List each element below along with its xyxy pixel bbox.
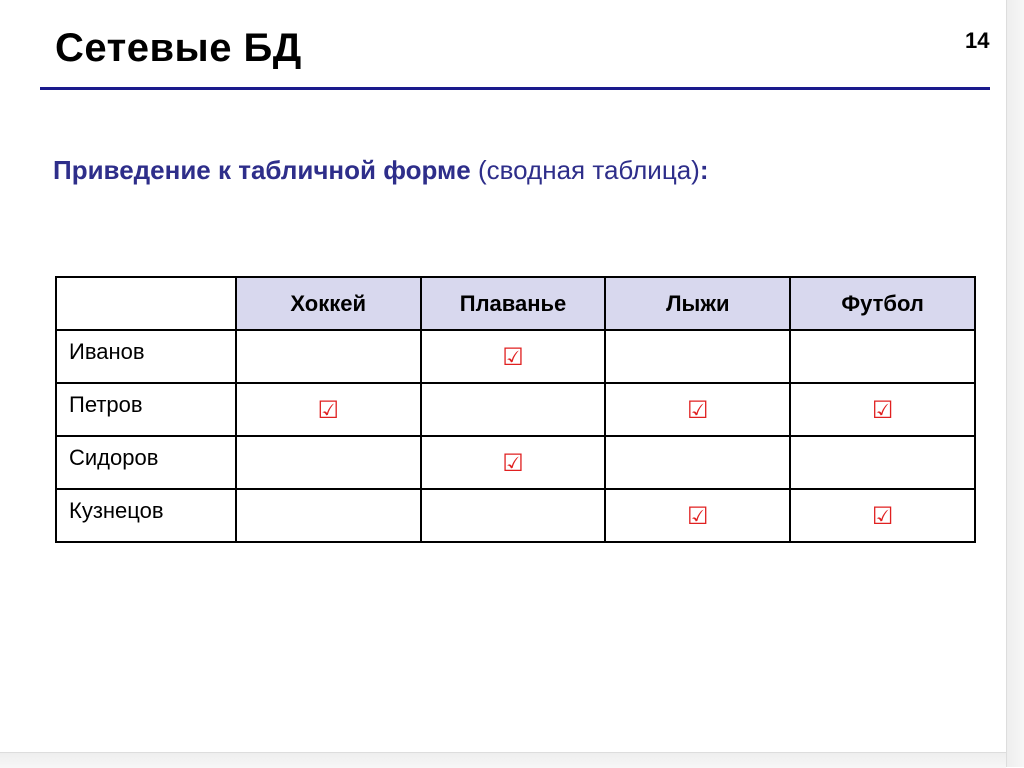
table-cell [605,436,790,489]
table-header-row [56,277,975,330]
checkbox-checked-icon: ☑ [871,395,894,424]
table-cell [421,436,606,489]
row-name: Кузнецов [56,489,236,542]
checkbox-checked-icon: ☑ [502,448,524,477]
title-rule [40,87,990,90]
table-cell [236,436,421,489]
table-row [56,436,975,489]
slide-number: 14 [965,28,990,53]
checkbox-checked-icon: ☑ [317,395,339,424]
pivot-table [55,276,976,543]
checkbox-checked-icon: ☑ [871,501,894,530]
table-cell [790,489,975,542]
slide-title: Сетевые БД [55,26,302,70]
table-cell [421,330,606,383]
column-header: Лыжи [605,277,790,330]
slide-frame-bottom [0,752,1006,768]
table-cell [236,489,421,542]
table-row [56,383,975,436]
column-header: Хоккей [236,277,421,330]
table-cell [236,330,421,383]
table-corner-cell [56,277,236,330]
row-name: Сидоров [56,436,236,489]
table-cell [790,330,975,383]
table-cell [790,436,975,489]
subtitle [53,155,709,186]
checkbox-checked-icon: ☑ [687,395,709,424]
table-cell [236,383,421,436]
column-header: Футбол [790,277,975,330]
column-header: Плаванье [421,277,606,330]
slide-frame-right [1006,0,1024,767]
table-cell [421,383,606,436]
subtitle-bold: Приведение к табличной форме [53,155,471,185]
subtitle-normal: (сводная таблица) [470,155,700,185]
table-cell [790,383,975,436]
table-row [56,489,975,542]
row-name: Иванов [56,330,236,383]
table-cell [605,383,790,436]
table-row [56,330,975,383]
checkbox-checked-icon: ☑ [687,501,709,530]
table-cell [605,489,790,542]
checkbox-checked-icon: ☑ [502,342,524,371]
row-name: Петров [56,383,236,436]
subtitle-colon: : [699,155,709,185]
table-cell [421,489,606,542]
table-cell [605,330,790,383]
